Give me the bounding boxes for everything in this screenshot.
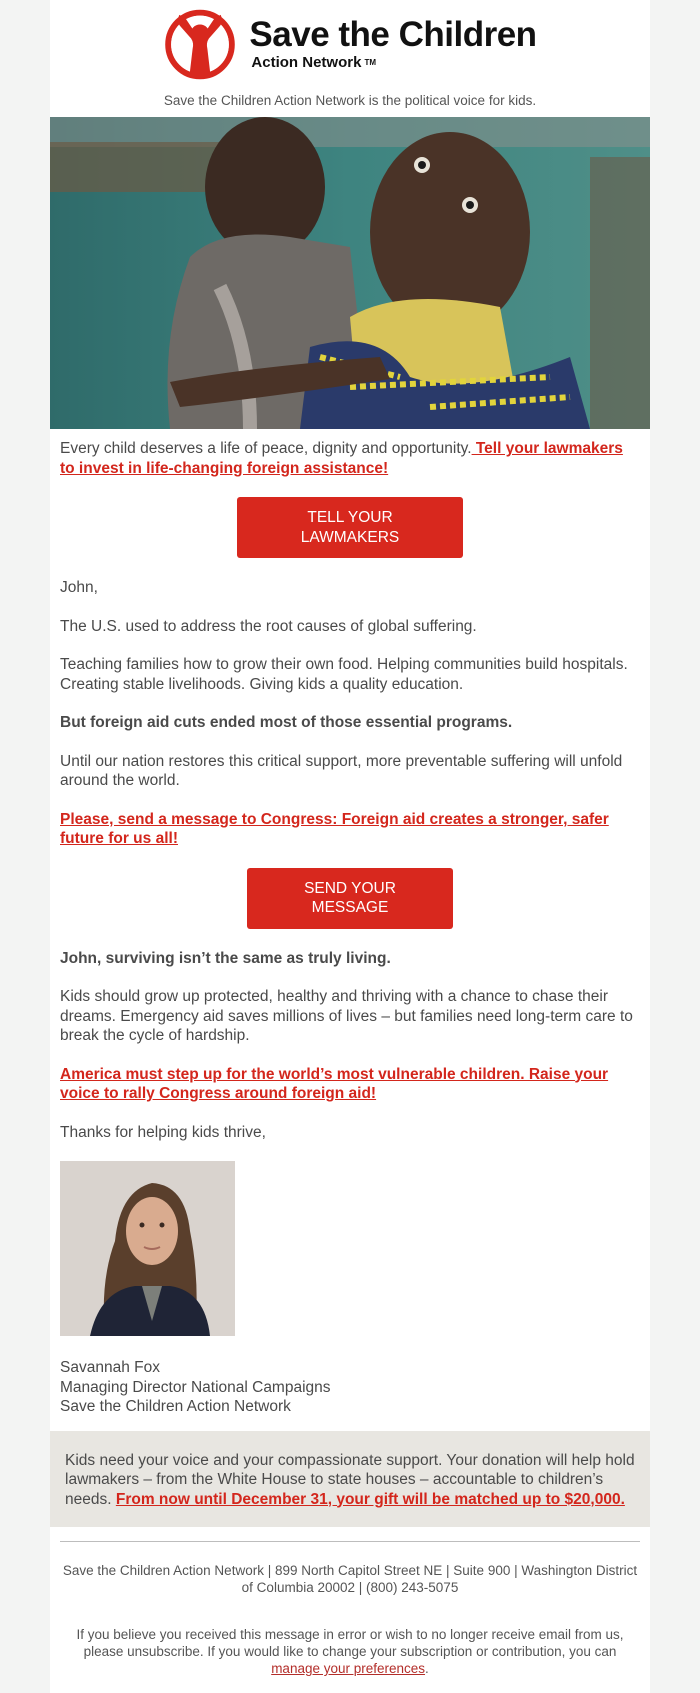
logo-subtitle: Action Network TM [251, 53, 376, 71]
signer-title: Managing Director National Campaigns [60, 1378, 331, 1396]
rally-congress-link[interactable]: America must step up for the world’s most vulnerable children. Raise your voice to rally Congress around foreign aid! [60, 1065, 609, 1102]
tagline: Save the Children Action Network is the political voice for kids. [163, 93, 537, 108]
email-body [50, 429, 650, 1417]
email-footer [50, 1542, 650, 1693]
send-message-button[interactable]: SEND YOUR MESSAGE [247, 868, 453, 929]
body-paragraph-4: Until our nation restores this critical support, more preventable suffering will unfold around the world. [60, 752, 623, 789]
rally-congress-paragraph [60, 1065, 640, 1104]
email-container [50, 0, 650, 1693]
intro-paragraph: Every child deserves a life of peace, dignity and opportunity. Tell your lawmakers to invest in life-changing foreign assistance! [60, 440, 623, 477]
body-paragraph-3: But foreign aid cuts ended most of those essential programs. [60, 714, 513, 731]
congress-message-link[interactable]: Please, send a message to Congress: Foreign aid creates a stronger, safer future for us all! [60, 810, 609, 847]
manage-preferences-link[interactable]: manage your preferences [271, 1661, 426, 1676]
body-paragraph-6: Kids should grow up protected, healthy and thriving with a chance to chase their dreams. Emergency aid saves millions of lives – but families need long-term care to break the cycle of hardship. [60, 988, 633, 1044]
body-paragraph-5: John, surviving isn’t the same as truly living. [60, 949, 391, 967]
footer-unsubscribe: If you believe you received this message in error or wish to no longer receive email from us, please unsubscribe. If you would like to change your subscription or contribution, you can manage your preferences. [76, 1627, 624, 1676]
tell-lawmakers-button[interactable]: TELL YOUR LAWMAKERS [237, 497, 463, 558]
donation-match-link[interactable]: From now until December 31, your gift will be matched up to $20,000. [115, 1490, 625, 1508]
greeting: John, [60, 579, 98, 596]
signature-photo [60, 1161, 235, 1336]
email-header [50, 0, 650, 108]
logo-title: Save the Children [249, 14, 537, 54]
closing: Thanks for helping kids thrive, [60, 1123, 266, 1141]
footer-address: Save the Children Action Network | 899 North Capitol Street NE | Suite 900 | Washington District of Columbia 20002 | (800) 243-5075 [62, 1563, 638, 1595]
hero-image[interactable] [50, 117, 650, 429]
brand-logo[interactable] [163, 6, 536, 80]
intro-link[interactable]: Tell your lawmakers to invest in life-changing foreign assistance! [60, 440, 623, 477]
body-paragraph-1: The U.S. used to address the root causes of global suffering. [60, 617, 477, 635]
signer-name: Savannah Fox [60, 1359, 160, 1376]
donation-callout: Kids need your voice and your compassionate support. Your donation will help hold lawmakers – from the White House to state houses – accountable to children’s needs. From now until December 31, your gift will be matched up to $20,000. [50, 1431, 650, 1528]
signature-block [60, 1358, 640, 1417]
signer-org: Save the Children Action Network [60, 1398, 291, 1415]
save-the-children-logo-icon [163, 6, 237, 80]
congress-message-paragraph [60, 810, 640, 849]
body-paragraph-2: Teaching families how to grow their own food. Helping communities build hospitals. Creating stable livelihoods. Giving kids a quality education. [60, 656, 628, 693]
